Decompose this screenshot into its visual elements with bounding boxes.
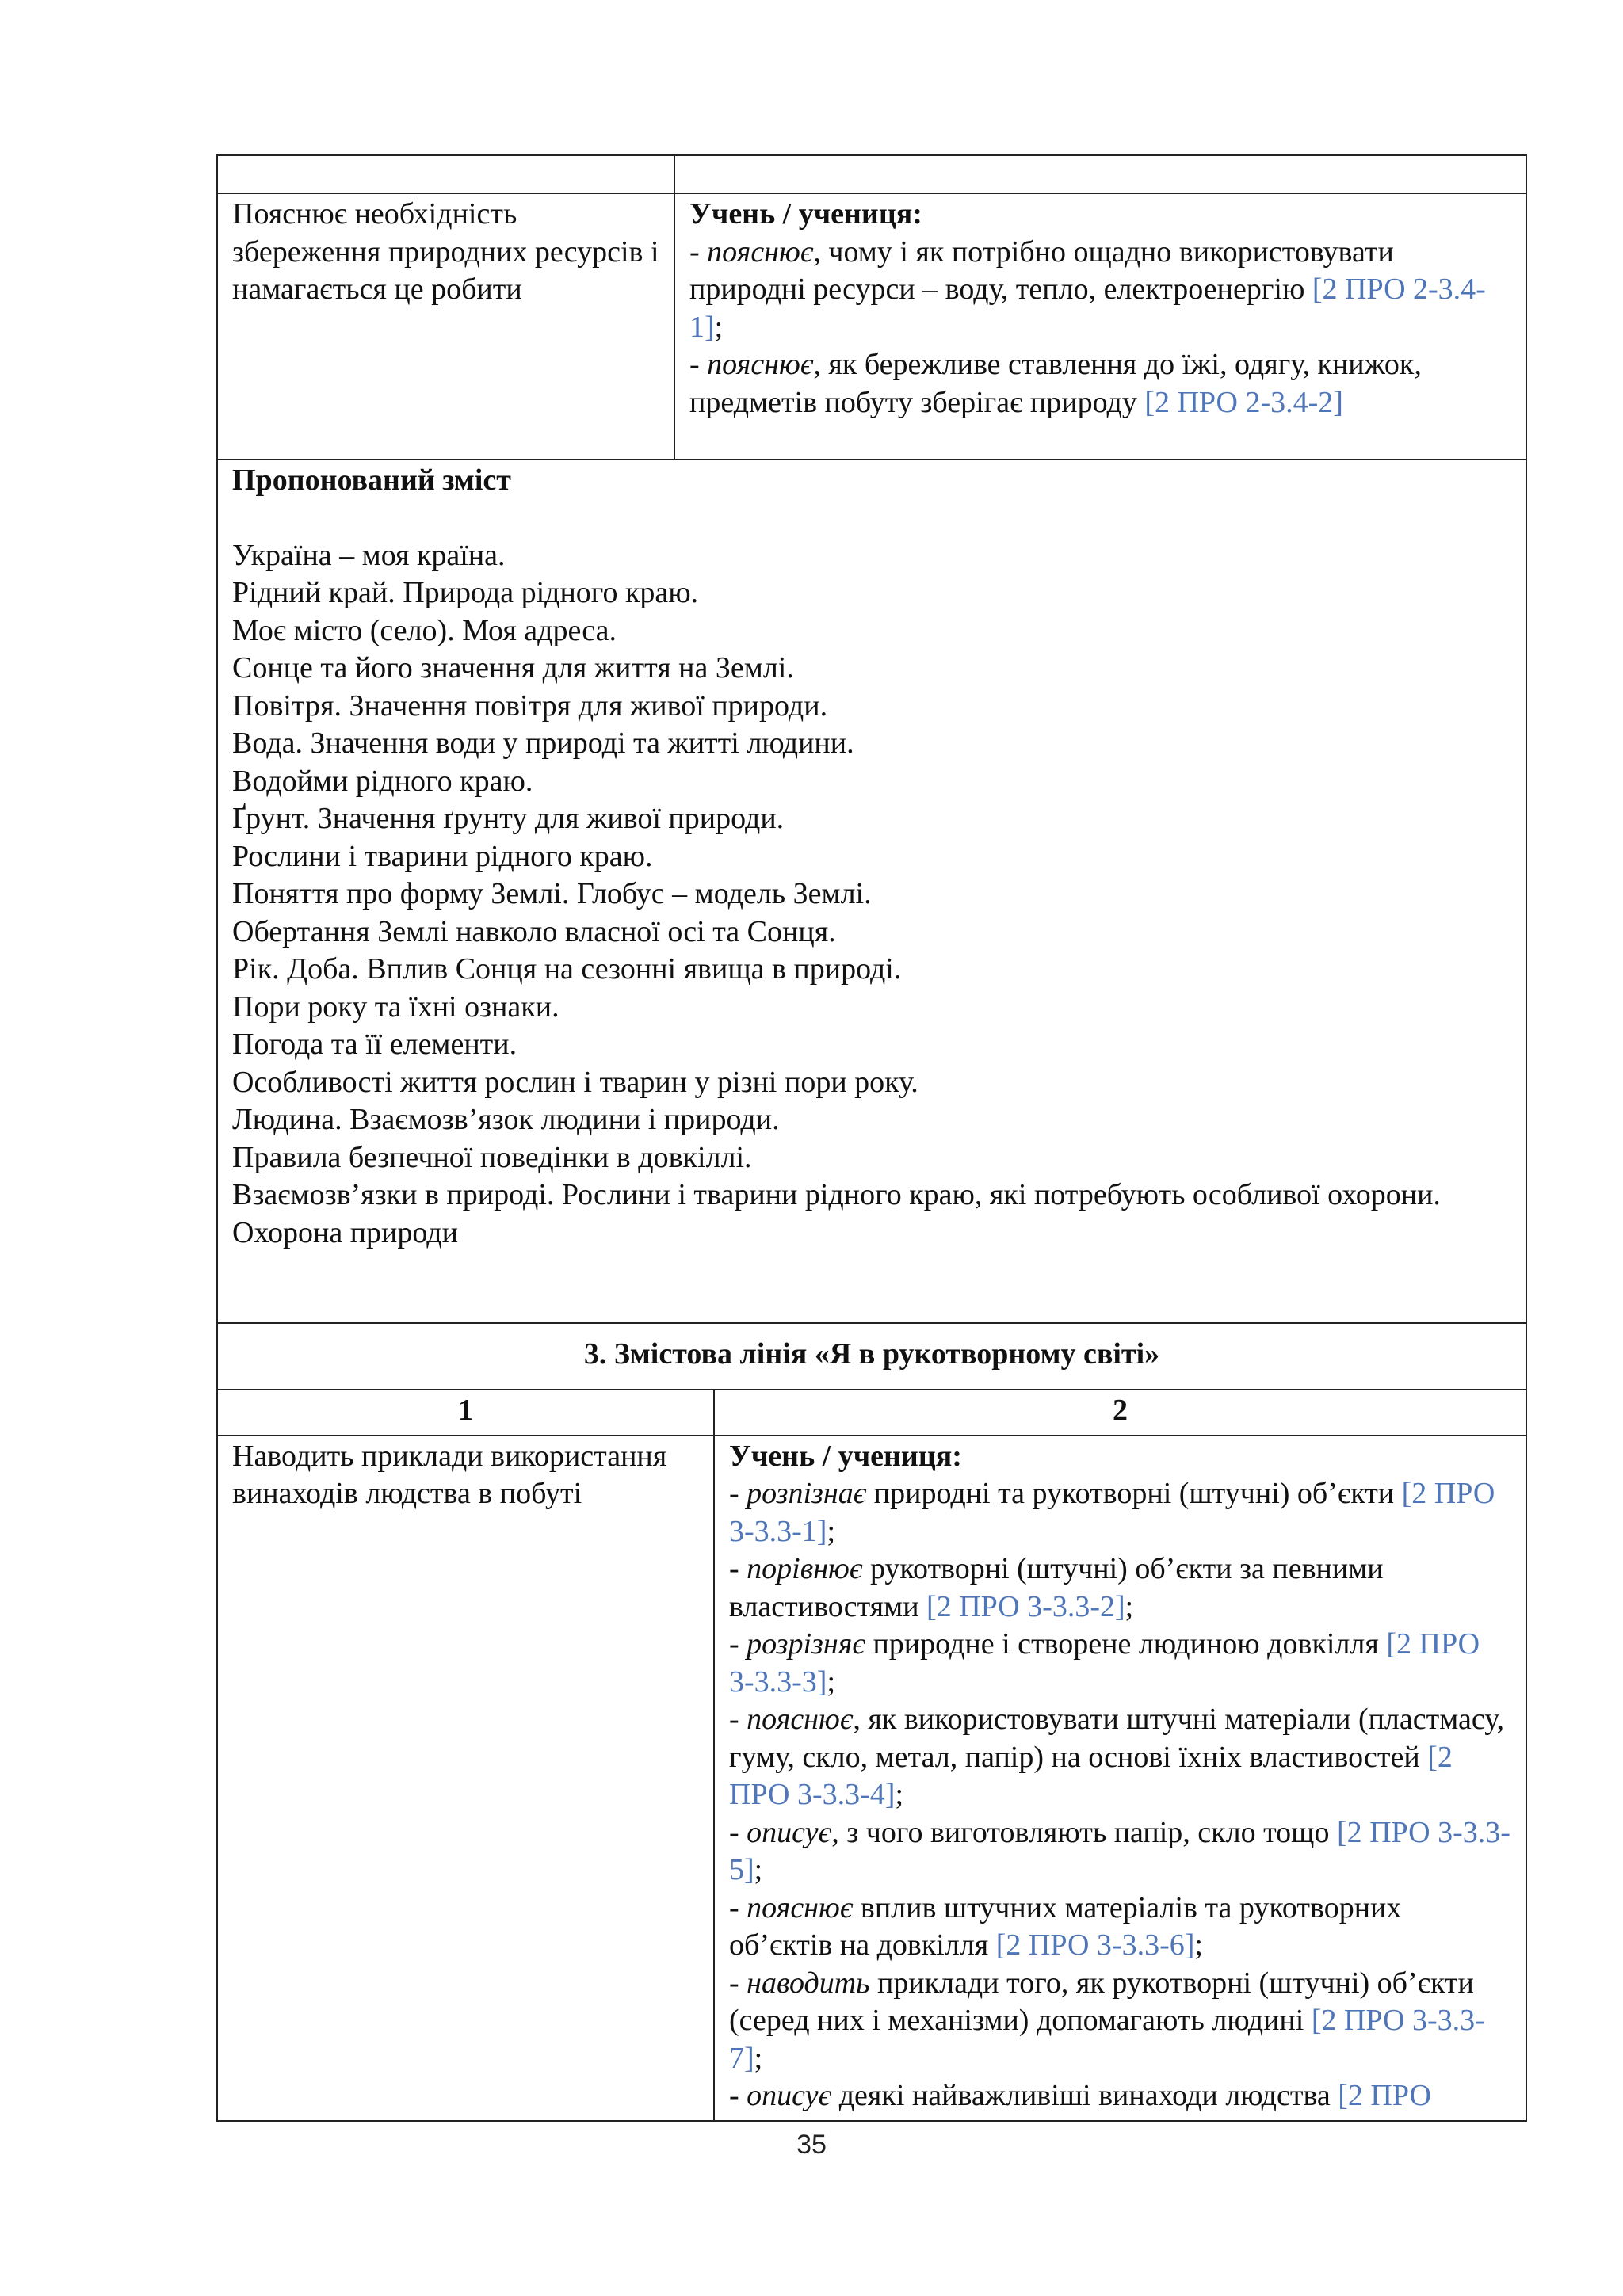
result-item: - наводить приклади того, як рукотворні (штучні) об’єкти (серед них і механізми) допомагають людині [2 ПРО 3-3.3-7]; (729, 1966, 1485, 2075)
content-line: Правила безпечної поведінки в довкіллі. (232, 1140, 752, 1174)
result-item: - пояснює вплив штучних матеріалів та рукотворних об’єктів на довкілля [2 ПРО 3-3.3-6]; (729, 1890, 1402, 1962)
result-item: - порівнює рукотворні (штучні) об’єкти за певними властивостями [2 ПРО 3-3.3-2]; (729, 1552, 1384, 1623)
outcome-cell: Наводить приклади використання винаходів людства в побуті (217, 1436, 714, 2121)
content-line: Особливості життя рослин і тварин у різні пори року. (232, 1065, 918, 1099)
column-number-2: 2 (714, 1390, 1526, 1436)
content-line: Рідний край. Природа рідного краю. (232, 576, 699, 609)
expected-results-cell (674, 193, 1526, 460)
content-line: Пори року та їхні ознаки. (232, 990, 559, 1024)
page-number: 35 (796, 2130, 827, 2160)
result-item: - описує, з чого виготовляють папір, скло тощо [2 ПРО 3-3.3-5]; (729, 1815, 1510, 1886)
content-line: Взаємозв’язки в природі. Рослини і тварини рідного краю, які потребують особливої охорони. (232, 1178, 1441, 1211)
expected-results-cell (714, 1436, 1526, 2121)
content-line: Ґрунт. Значення ґрунту для живої природи. (232, 802, 785, 835)
reference-code: [2 ПРО 3-3.3-4] (729, 1740, 1453, 1811)
proposed-content-cell (217, 460, 1526, 1323)
table-row (217, 1436, 1526, 2121)
content-line: Повітря. Значення повітря для живої природи. (232, 688, 828, 723)
content-line: Рік. Доба. Вплив Сонця на сезонні явища в природі. (232, 952, 902, 986)
content-line: Сонце та його значення для життя на Землі. (232, 651, 794, 685)
reference-code: [2 ПРО 3-3.3-1] (729, 1477, 1495, 1548)
result-item: - пояснює, чому і як потрібно ощадно використовувати природні ресурси – воду, тепло, електроенергію [2 ПРО 2-3.4-1]; (689, 235, 1486, 344)
content-line: Погода та її елементи. (232, 1028, 517, 1061)
content-line: Моє місто (село). Моя адреса. (232, 613, 617, 647)
result-item: - пояснює, як використовувати штучні матеріали (пластмасу, гуму, скло, метал, папір) на основі їхніх властивостей [2 ПРО 3-3.3-4]; (729, 1703, 1504, 1811)
content-line: Охорона природи (232, 1215, 458, 1249)
student-label: Учень / учениця: (689, 197, 922, 231)
content-line: Україна – моя країна. (232, 538, 506, 572)
empty-cell-left (217, 155, 674, 193)
reference-code: [2 ПРО 2-3.4-1] (689, 273, 1486, 344)
section-heading: 3. Змістова лінія «Я в рукотворному світі» (217, 1323, 1526, 1390)
result-item: - розпізнає природні та рукотворні (штучні) об’єкти [2 ПРО 3-3.3-1]; (729, 1477, 1495, 1548)
empty-cell-right (674, 155, 1526, 193)
student-label: Учень / учениця: (729, 1439, 962, 1473)
table-row (217, 193, 1526, 460)
result-item: - розрізняє природне і створене людиною довкілля [2 ПРО 3-3.3-3]; (729, 1627, 1480, 1699)
empty-header-row (217, 155, 1526, 193)
content-list (232, 537, 1511, 1253)
content-line: Обертання Землі навколо власної осі та Сонця. (232, 914, 836, 948)
reference-code: [2 ПРО 3-3.3-7] (729, 2004, 1485, 2075)
content-line: Водойми рідного краю. (232, 764, 533, 798)
result-list (729, 1475, 1511, 2115)
section-heading-row (217, 1323, 1526, 1390)
outcome-cell: Пояснює необхідність збереження природних ресурсів і намагається це робити (217, 193, 674, 460)
column-number-1: 1 (217, 1390, 714, 1436)
result-item: - пояснює, як бережливе ставлення до їжі, одягу, книжок, предметів побуту зберігає природу [2 ПРО 2-3.4-2] (689, 348, 1422, 419)
result-item: - описує деякі найважливіші винаходи людства [2 ПРО (729, 2079, 1431, 2112)
reference-code: [2 ПРО 3-3.3-3] (729, 1627, 1480, 1699)
reference-code: [2 ПРО 3-3.3-5] (729, 1815, 1510, 1886)
reference-code: [2 ПРО 2-3.4-2] (1144, 385, 1343, 419)
content-line: Рослини і тварини рідного краю. (232, 839, 653, 873)
reference-code: [2 ПРО 3-3.3-2] (926, 1589, 1125, 1623)
content-line: Поняття про форму Землі. Глобус – модель Землі. (232, 877, 872, 910)
spacer (232, 500, 1511, 537)
proposed-content-row (217, 460, 1526, 1323)
proposed-content-title: Пропонований зміст (232, 463, 511, 497)
content-line: Людина. Взаємозв’язок людини і природи. (232, 1103, 780, 1136)
column-number-row (217, 1390, 1526, 1436)
reference-code: [2 ПРО 3-3.3-6] (995, 1928, 1195, 1962)
curriculum-table (216, 154, 1527, 2122)
reference-code: [2 ПРО (1338, 2079, 1431, 2112)
content-line: Вода. Значення води у природі та житті людини. (232, 727, 854, 760)
